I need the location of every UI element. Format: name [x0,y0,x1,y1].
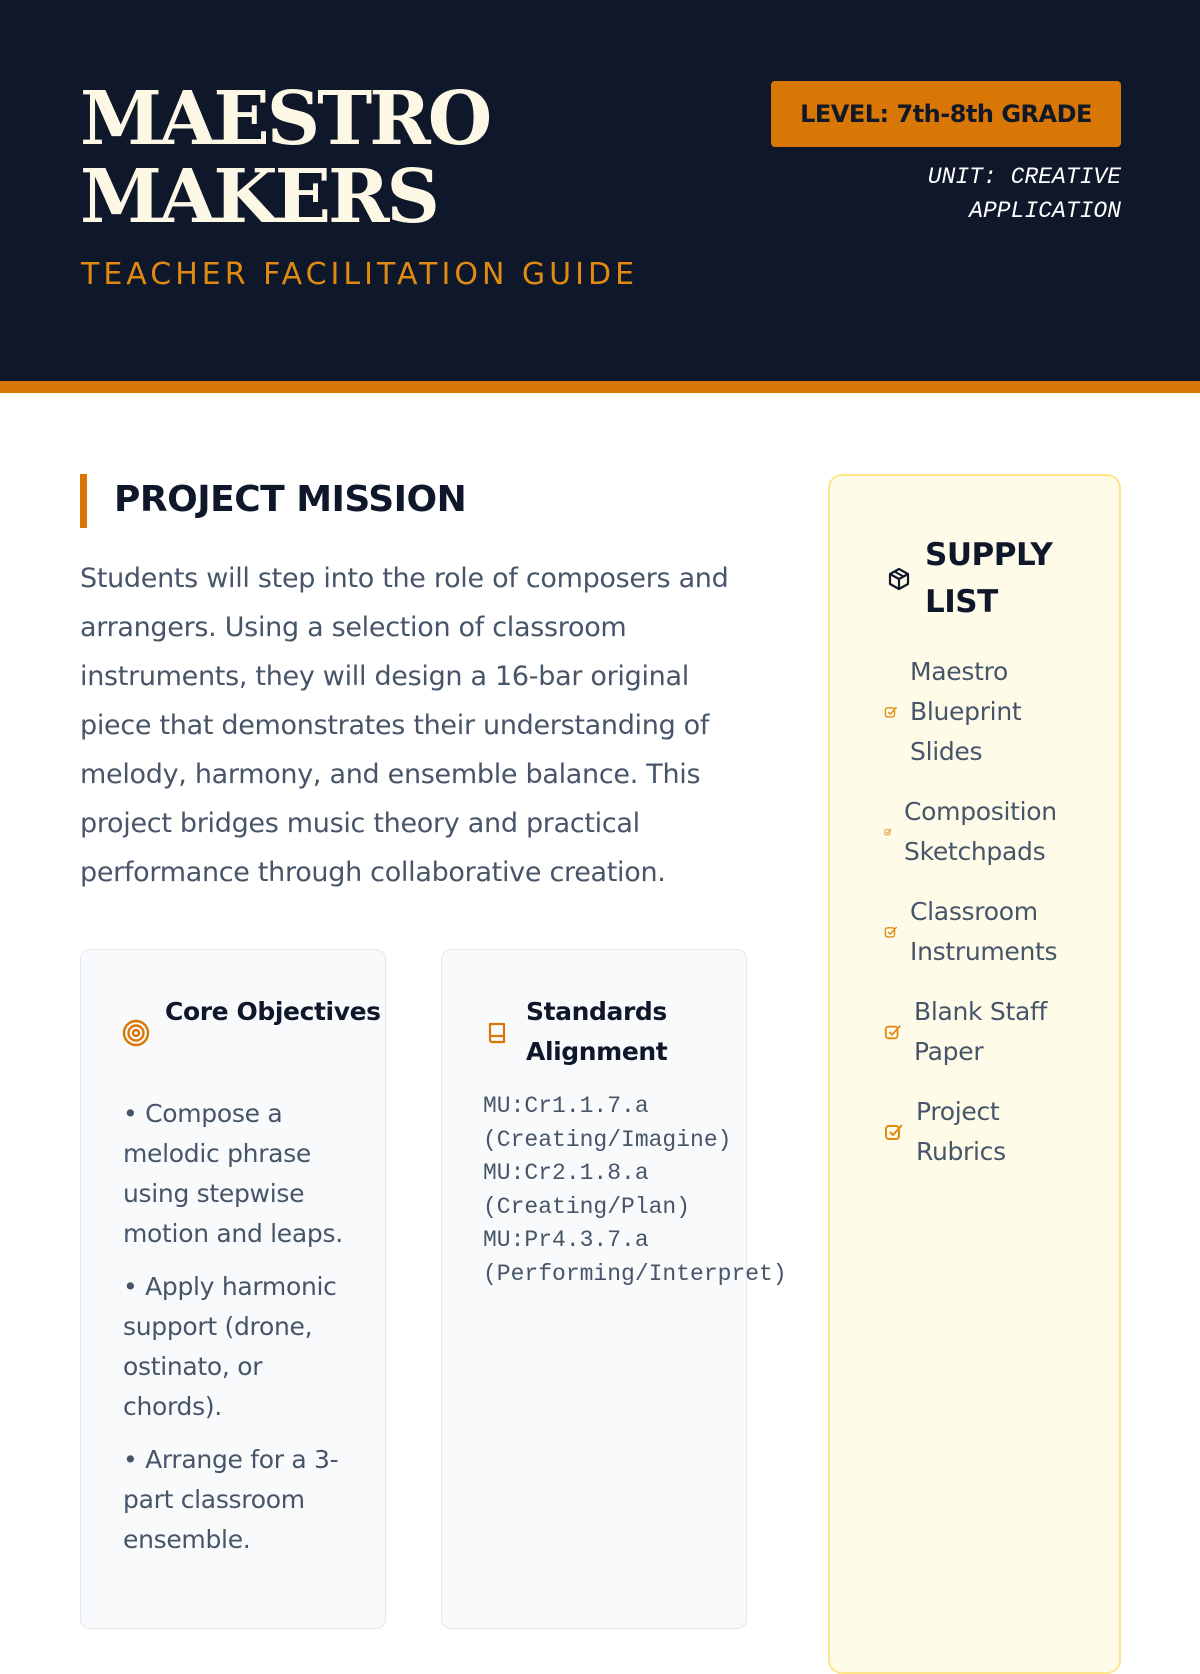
unit-label-line-2: APPLICATION [969,198,1121,224]
mission-text: Students will step into the role of composers and arrangers. Using a selection of classroom instruments, they will design a 16-bar original piece that demonstrates their understanding of melody, harmony, and ensemble balance. This project bridges music theory and practical performance through collaborative creation. [80,563,729,888]
supply-item [884,992,1084,1072]
book-icon [482,1018,512,1048]
supply-item-label: Composition Sketchpads [904,797,1057,866]
supply-item-label: Maestro Blueprint Slides [910,657,1022,766]
standards-title: Standards Alignment [526,997,668,1066]
list-item: • Apply harmonic support (drone, ostinato, or chords). [123,1272,337,1421]
checkbox-icon [884,705,898,719]
supply-items [884,652,1104,1192]
supply-item-label: Blank Staff Paper [914,997,1047,1066]
document-title [80,76,600,240]
checkbox-icon [884,828,892,836]
supply-item [884,792,1084,872]
package-icon [886,566,912,592]
supply-title-line-1: SUPPLY [925,537,1053,573]
standard-code: MU:Pr4.3.7.a [483,1227,649,1253]
title-line-2: MAKERS [80,154,437,240]
standards-list [483,1090,803,1291]
list-item: • Arrange for a 3-part classroom ensemble. [123,1445,339,1554]
supply-item-label: Project Rubrics [916,1097,1006,1166]
standard-code: MU:Cr2.1.8.a [483,1160,649,1186]
mission-accent-bar [80,474,87,528]
mission-heading: PROJECT MISSION [114,479,467,520]
checkbox-icon [884,925,898,939]
supply-item [884,892,1084,972]
title-line-1: MAESTRO [80,76,490,162]
supply-item [884,652,1054,772]
document-subtitle: TEACHER FACILITATION GUIDE [81,257,639,292]
supply-title-line-2: LIST [925,584,998,620]
supply-title [925,532,1052,626]
objectives-list [123,1094,363,1573]
objectives-card [80,949,386,1629]
standard-description: (Creating/Plan) [483,1193,691,1220]
checkbox-icon [884,1023,902,1041]
standard-description: (Creating/Imagine) [483,1126,732,1153]
checkbox-icon [884,1122,904,1142]
supply-list-panel [828,474,1121,1674]
supply-item [884,1092,1054,1172]
list-item: • Compose a melodic phrase using stepwise motion and leaps. [123,1099,343,1248]
unit-label-line-1: UNIT: CREATIVE [927,164,1121,190]
header-accent-stripe [0,381,1200,393]
supply-item-label: Classroom Instruments [910,897,1058,966]
level-badge: LEVEL: 7th-8th GRADE [771,81,1121,147]
standard-description: (Performing/Interpret) [483,1260,787,1287]
unit-label [860,160,1121,228]
standard-code: MU:Cr1.1.7.a [483,1093,649,1119]
standards-card [441,949,787,1629]
target-icon [121,1018,151,1048]
objectives-title: Core Objectives [165,997,381,1026]
